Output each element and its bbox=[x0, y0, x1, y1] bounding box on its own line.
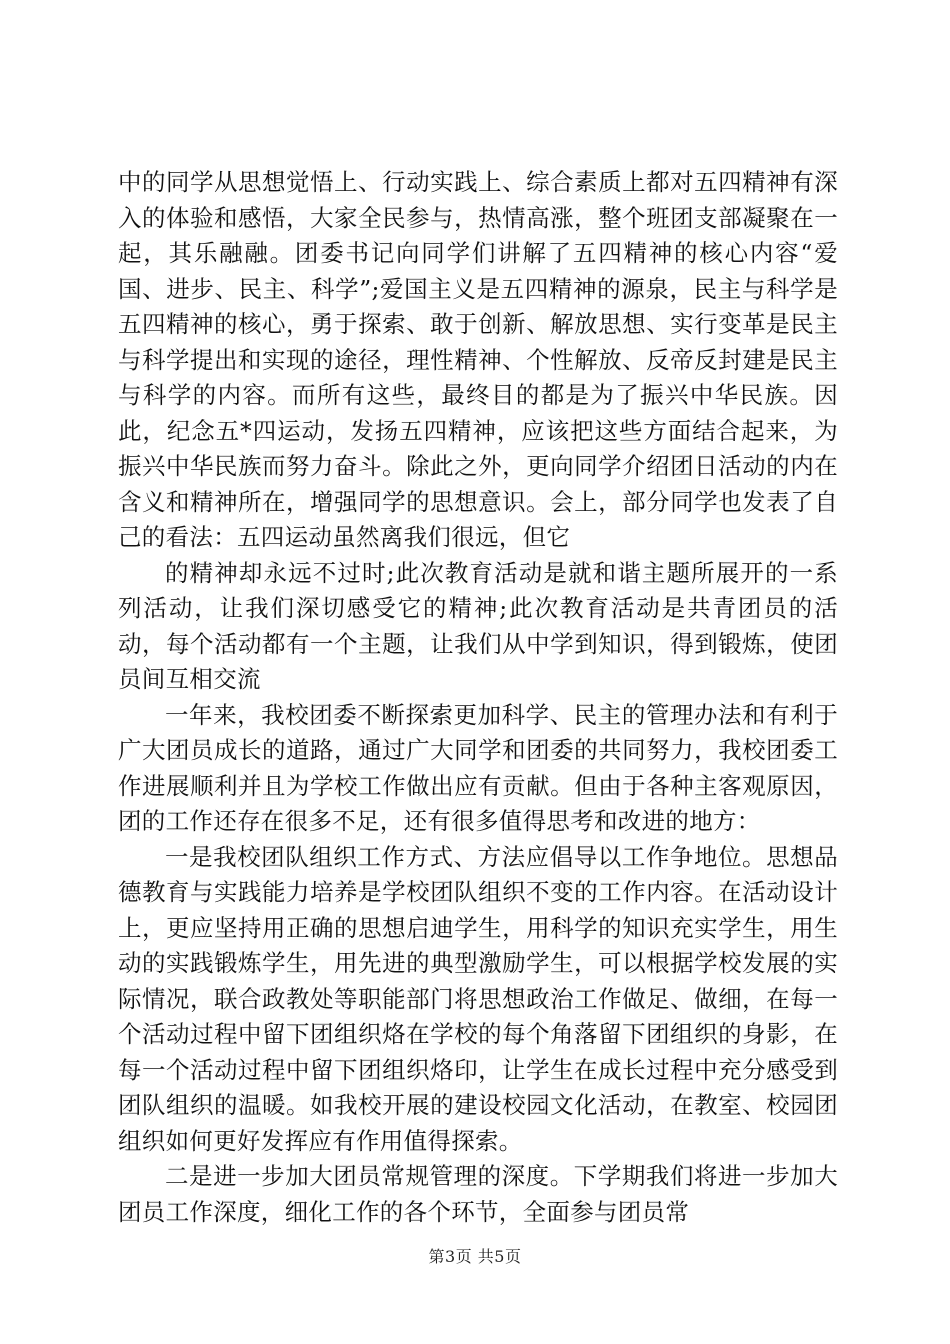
paragraph-4: 一是我校团队组织工作方式、方法应倡导以工作争地位。思想品德教育与实践能力培养是学校团队组织不变的工作内容。在活动设计上，更应坚持用正确的思想启迪学生，用科学的知识充实学生，用生动的实践锻炼学生，用先进的典型激励学生，可以根据学校发展的实际情况，联合政教处等职能部门将思想政治工作做足、做细，在每一个活动过程中留下团组织烙在学校的每个角落留下团组织的身影，在每一个活动过程中留下团组织烙印，让学生在成长过程中充分感受到团队组织的温暖。如我校开展的建设校园文化活动，在教室、校园团组织如何更好发挥应有作用值得探索。 bbox=[118, 842, 838, 1155]
paragraph-5: 二是进一步加大团员常规管理的深度。下学期我们将进一步加大团员工作深度，细化工作的各个环节，全面参与团员常 bbox=[118, 1162, 838, 1226]
paragraph-2: 的精神却永远不过时;此次教育活动是就和谐主题所展开的一系列活动，让我们深切感受它的精神;此次教育活动是共青团员的活动，每个活动都有一个主题，让我们从中学到知识，得到锻炼，使团员间互相交流 bbox=[118, 558, 838, 693]
paragraph-3: 一年来，我校团委不断探索更加科学、民主的管理办法和有利于广大团员成长的道路，通过广大同学和团委的共同努力，我校团委工作进展顺利并且为学校工作做出应有贡献。但由于各种主客观原因，团的工作还存在很多不足，还有很多值得思考和改进的地方： bbox=[118, 700, 838, 835]
document-body bbox=[118, 165, 838, 1230]
paragraph-1: 中的同学从思想觉悟上、行动实践上、综合素质上都对五四精神有深入的体验和感悟，大家全民参与，热情高涨，整个班团支部凝聚在一起，其乐融融。团委书记向同学们讲解了五四精神的核心内容“爱国、进步、民主、科学”;爱国主义是五四精神的源泉，民主与科学是五四精神的核心，勇于探索、敢于创新、解放思想、实行变革是民主与科学提出和实现的途径，理性精神、个性解放、反帝反封建是民主与科学的内容。而所有这些，最终目的都是为了振兴中华民族。因此，纪念五*四运动，发扬五四精神，应该把这些方面结合起来，为振兴中华民族而努力奋斗。除此之外，更向同学介绍团日活动的内在含义和精神所在，增强同学的思想意识。会上，部分同学也发表了自己的看法：五四运动虽然离我们很远，但它 bbox=[118, 168, 838, 551]
page-number-footer: 第3页 共5页 bbox=[428, 1247, 522, 1266]
